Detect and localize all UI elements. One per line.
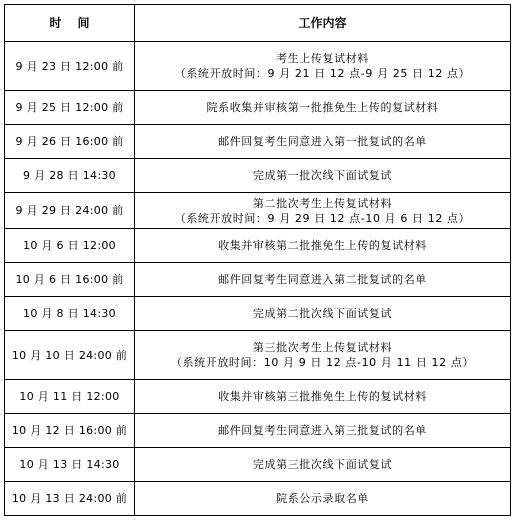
content-cell <box>135 414 511 448</box>
time-cell: 10 月 6 日 12:00 <box>5 229 135 263</box>
content-note-line: （系统开放时间：10 月 9 日 12 点-10 月 11 日 12 点） <box>170 356 475 369</box>
content-cell <box>135 42 511 91</box>
content-line: 收集并审核第二批推免生上传的复试材料 <box>218 239 427 252</box>
content-cell <box>135 159 511 193</box>
content-note-line: （系统开放时间：9 月 29 日 12 点-10 月 6 日 12 点） <box>174 211 471 225</box>
content-line: 第二批次考生上传复试材料 <box>252 196 393 210</box>
content-line: 完成第一批次线下面试复试 <box>252 169 393 182</box>
content-cell <box>135 448 511 482</box>
table-row <box>5 414 511 448</box>
time-cell: 10 月 8 日 14:30 <box>5 297 135 331</box>
table-row <box>5 263 511 297</box>
table-row <box>5 229 511 263</box>
content-cell <box>135 193 511 229</box>
time-cell: 10 月 10 日 24:00 前 <box>5 331 135 380</box>
content-line: 邮件回复考生同意进入第二批复试的名单 <box>218 273 427 286</box>
time-column-header: 时间 <box>5 5 135 42</box>
content-line: 邮件回复考生同意进入第一批复试的名单 <box>218 135 427 148</box>
schedule-body <box>5 42 511 516</box>
table-row <box>5 125 511 159</box>
time-cell: 9 月 28 日 14:30 <box>5 159 135 193</box>
content-line: 院系收集并审核第一批推免生上传的复试材料 <box>206 101 439 114</box>
schedule-table <box>4 4 511 516</box>
content-cell <box>135 125 511 159</box>
content-line: 完成第三批次线下面试复试 <box>252 458 393 471</box>
table-row <box>5 331 511 380</box>
table-row <box>5 448 511 482</box>
table-row <box>5 91 511 125</box>
content-cell <box>135 229 511 263</box>
content-line: 考生上传复试材料 <box>276 52 369 65</box>
content-cell <box>135 263 511 297</box>
table-row <box>5 297 511 331</box>
content-cell <box>135 482 511 516</box>
content-cell <box>135 297 511 331</box>
content-cell <box>135 91 511 125</box>
table-row <box>5 159 511 193</box>
header-row <box>5 5 511 42</box>
content-line: 收集并审核第三批推免生上传的复试材料 <box>218 390 427 403</box>
content-cell <box>135 331 511 380</box>
table-row <box>5 193 511 229</box>
content-line: 院系公示录取名单 <box>276 492 369 505</box>
content-note-line: （系统开放时间：9 月 21 日 12 点-9 月 25 日 12 点） <box>174 67 471 80</box>
time-cell: 9 月 29 日 24:00 前 <box>5 193 135 229</box>
content-cell <box>135 380 511 414</box>
table-row <box>5 482 511 516</box>
content-line: 第三批次考生上传复试材料 <box>252 341 393 354</box>
table-row <box>5 42 511 91</box>
time-cell: 9 月 23 日 12:00 前 <box>5 42 135 91</box>
time-cell: 10 月 11 日 12:00 <box>5 380 135 414</box>
time-cell: 10 月 6 日 16:00 前 <box>5 263 135 297</box>
table-row <box>5 380 511 414</box>
time-cell: 9 月 25 日 12:00 前 <box>5 91 135 125</box>
content-column-header: 工作内容 <box>135 5 511 42</box>
time-cell: 10 月 13 日 24:00 前 <box>5 482 135 516</box>
content-line: 完成第二批次线下面试复试 <box>252 307 393 320</box>
time-cell: 9 月 26 日 16:00 前 <box>5 125 135 159</box>
content-line: 邮件回复考生同意进入第三批复试的名单 <box>218 424 427 437</box>
time-cell: 10 月 12 日 16:00 前 <box>5 414 135 448</box>
time-cell: 10 月 13 日 14:30 <box>5 448 135 482</box>
